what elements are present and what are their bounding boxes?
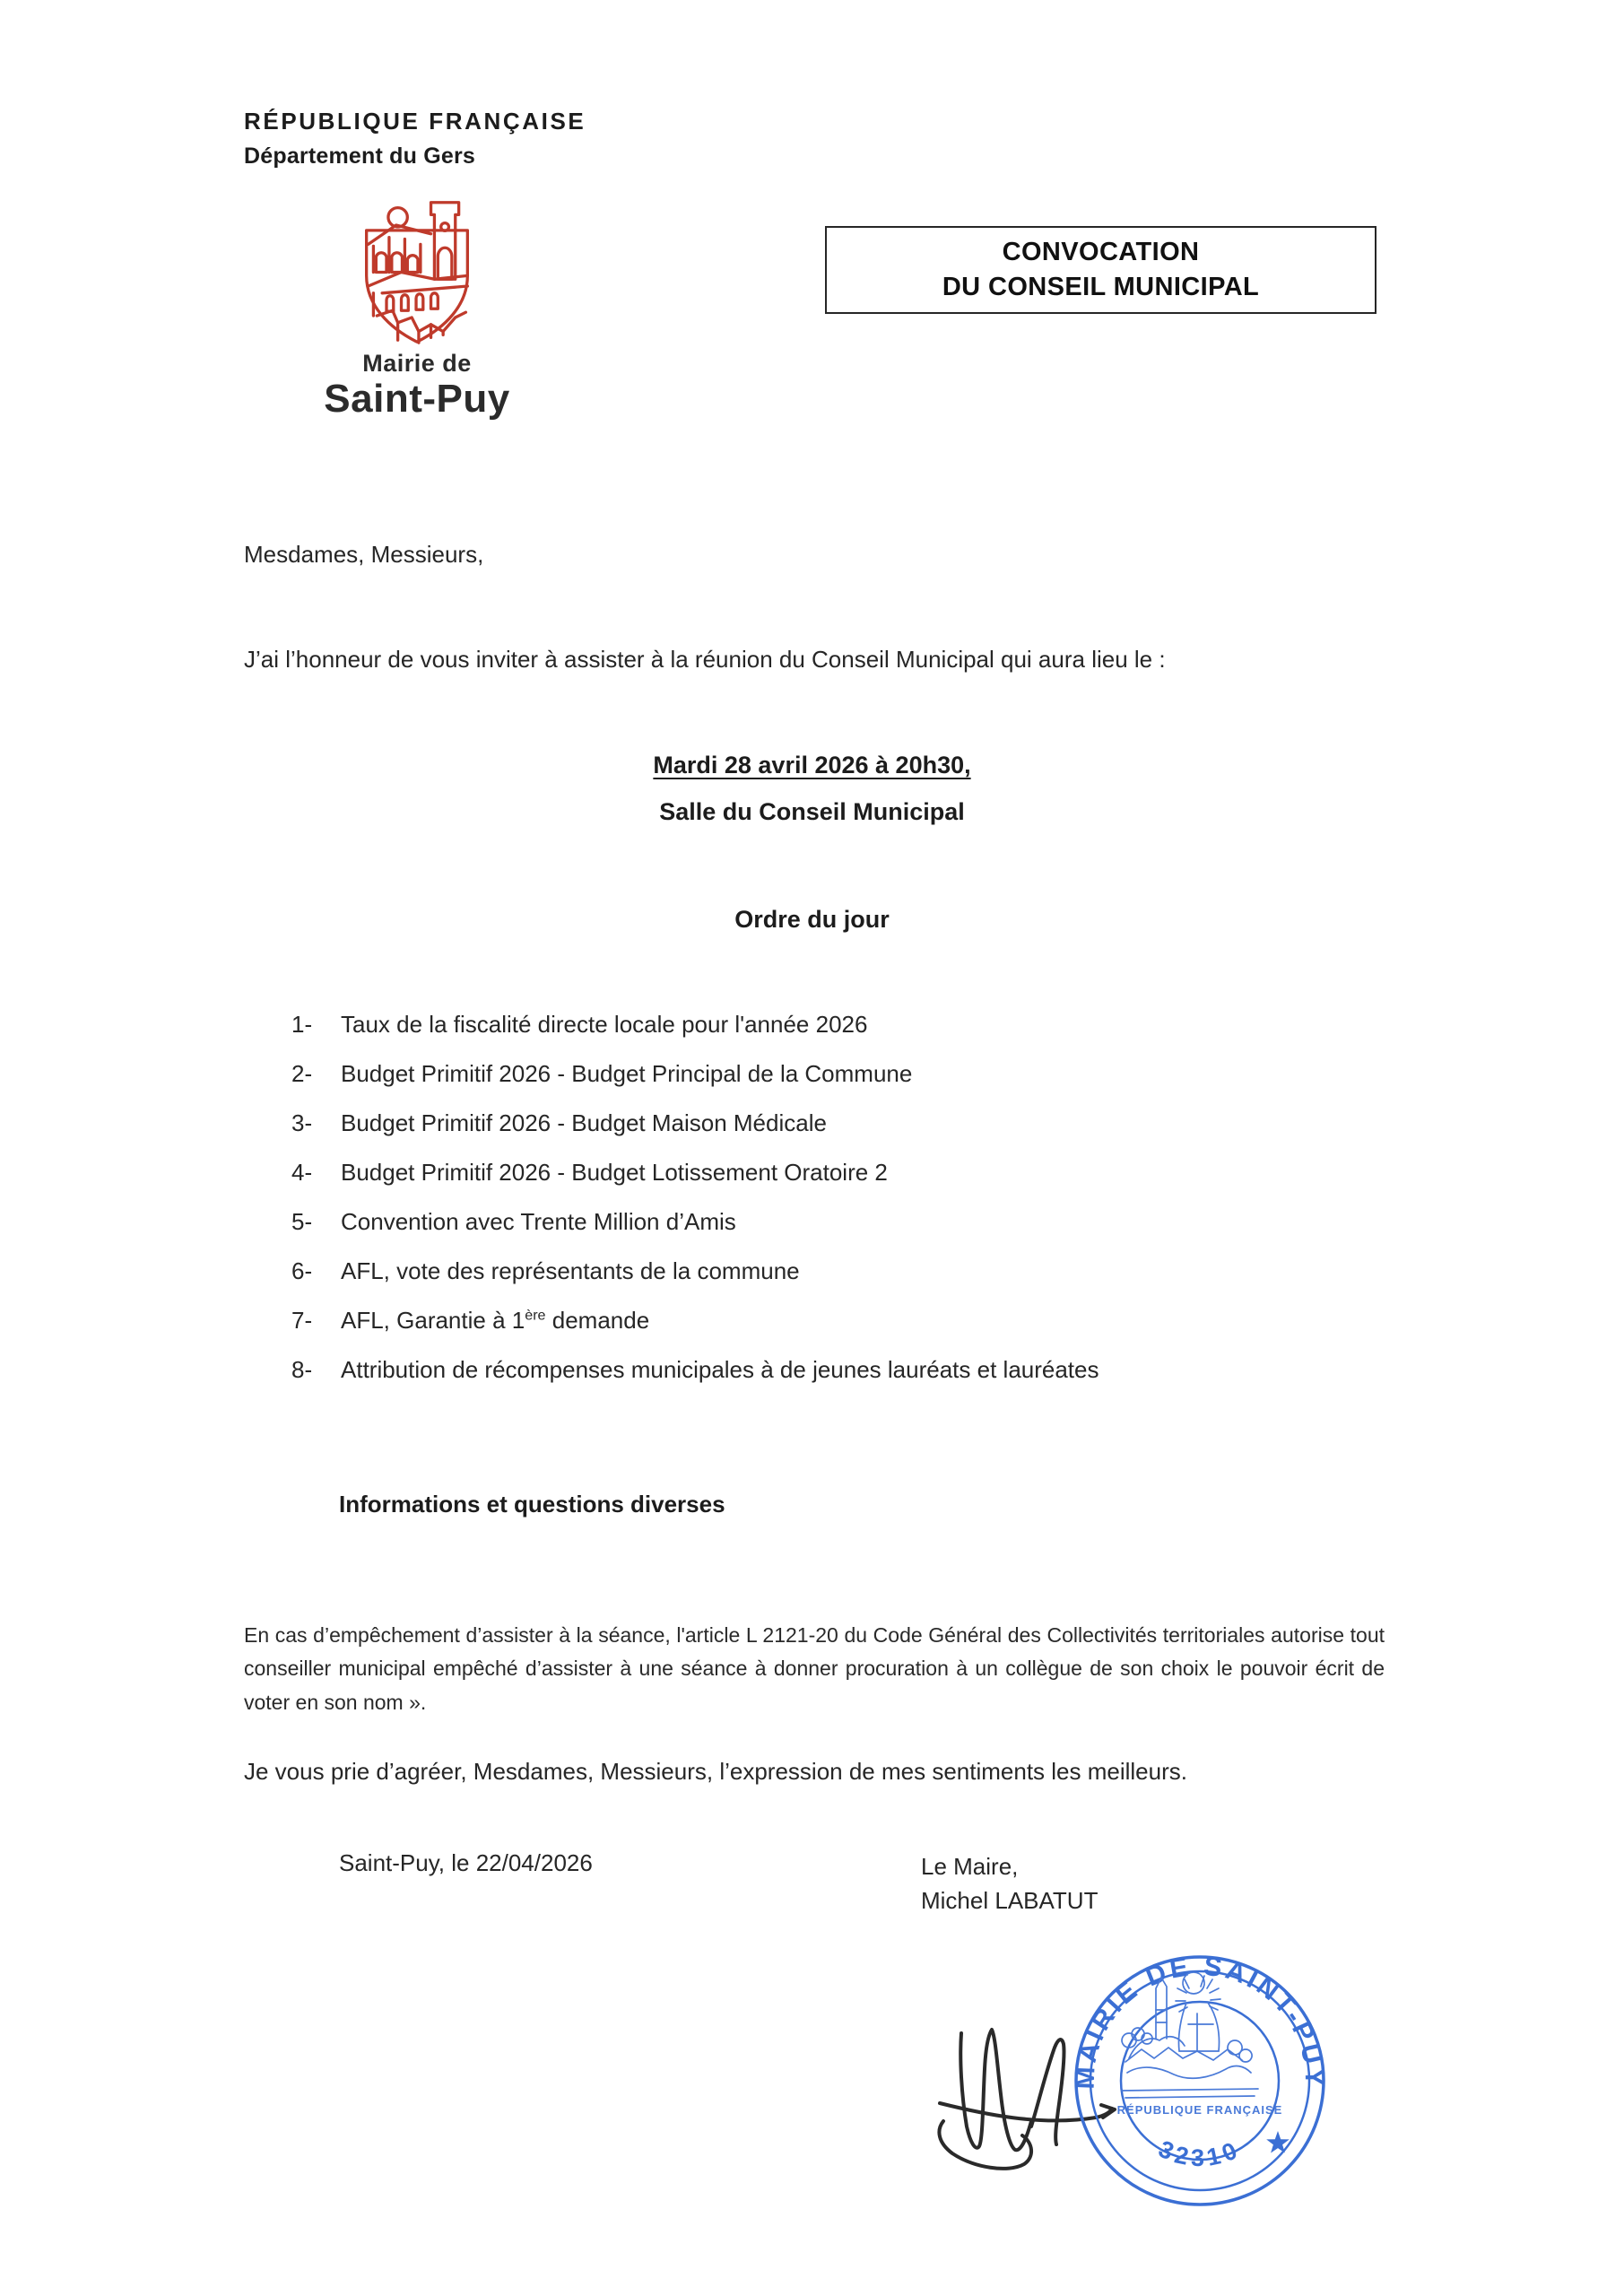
signature-role: Le Maire, bbox=[921, 1853, 1019, 1880]
agenda-item bbox=[291, 1011, 1412, 1060]
stamp-postal-code: 32310 bbox=[1154, 2135, 1246, 2171]
meeting-date-text: Mardi 28 avril 2026 à 20h30, bbox=[653, 752, 971, 778]
agenda-item-number: 8- bbox=[291, 1356, 313, 1383]
signature-name: Michel LABATUT bbox=[921, 1887, 1099, 1915]
convocation-title-line1: CONVOCATION bbox=[1002, 237, 1200, 266]
agenda-item-label: Attribution de récompenses municipales à de jeunes lauréats et lauréates bbox=[341, 1356, 1099, 1383]
agenda-item bbox=[291, 1257, 1412, 1307]
agenda-item-label: AFL, Garantie à 1ère demande bbox=[341, 1307, 650, 1334]
agenda-item bbox=[291, 1159, 1412, 1208]
stamp-star-icon bbox=[1266, 2131, 1290, 2153]
convocation-title-line2: DU CONSEIL MUNICIPAL bbox=[942, 273, 1260, 301]
agenda-item bbox=[291, 1356, 1412, 1405]
stamp-inner-text: RÉPUBLIQUE FRANÇAISE bbox=[1116, 2103, 1283, 2117]
agenda-item-number: 1- bbox=[291, 1011, 313, 1038]
republic-line: RÉPUBLIQUE FRANÇAISE bbox=[244, 108, 586, 135]
agenda-item-number: 2- bbox=[291, 1060, 313, 1087]
agenda-item-number: 6- bbox=[291, 1257, 313, 1284]
convocation-title-box bbox=[825, 226, 1376, 314]
mairie-logo bbox=[318, 196, 516, 420]
intro-paragraph: J’ai l’honneur de vous inviter à assister à la réunion du Conseil Municipal qui aura lieu le : bbox=[244, 646, 1166, 673]
agenda-item-number: 3- bbox=[291, 1109, 313, 1136]
signature-role-block bbox=[921, 1849, 1098, 1918]
stamp-outer-text: MAIRIE DE SAINT-PUY bbox=[1070, 1951, 1330, 2091]
closing-paragraph: Je vous prie d’agréer, Mesdames, Messieurs, l’expression de mes sentiments les meilleurs. bbox=[244, 1758, 1187, 1785]
meeting-date bbox=[0, 752, 1624, 779]
letterhead bbox=[244, 108, 800, 170]
meeting-place: Salle du Conseil Municipal bbox=[659, 798, 965, 825]
agenda-item-number: 4- bbox=[291, 1159, 313, 1186]
agenda-item bbox=[291, 1307, 1412, 1356]
agenda-item-label: Budget Primitif 2026 - Budget Principal de la Commune bbox=[341, 1060, 913, 1087]
agenda-item bbox=[291, 1060, 1412, 1109]
agenda-list bbox=[291, 1011, 1412, 1405]
agenda-heading: Ordre du jour bbox=[734, 906, 890, 933]
agenda-item-label: Budget Primitif 2026 - Budget Maison Médicale bbox=[341, 1109, 827, 1136]
legal-paragraph: En cas d’empêchement d’assister à la séance, l'article L 2121-20 du Code Général des Collectivités territoriales autorise tout conseiller municipal empêché d’assister à une séance à donner procuration à un collègue de son choix le pouvoir écrit de voter en son nom ». bbox=[244, 1623, 1385, 1714]
logo-line-mairie: Mairie de bbox=[362, 350, 472, 377]
agenda-item bbox=[291, 1109, 1412, 1159]
informations-heading: Informations et questions diverses bbox=[339, 1491, 725, 1518]
agenda-item-number: 7- bbox=[291, 1307, 313, 1334]
handwritten-signature bbox=[897, 1951, 1184, 2220]
department-line: Département du Gers bbox=[244, 144, 476, 169]
agenda-item-label: AFL, vote des représentants de la commune bbox=[341, 1257, 800, 1284]
agenda-item-label: Convention avec Trente Million d’Amis bbox=[341, 1208, 736, 1235]
agenda-item-label: Budget Primitif 2026 - Budget Lotissement Oratoire 2 bbox=[341, 1159, 888, 1186]
agenda-item-label: Taux de la fiscalité directe locale pour l'année 2026 bbox=[341, 1011, 868, 1038]
crest-icon bbox=[345, 196, 489, 348]
official-stamp bbox=[1043, 1924, 1357, 2238]
agenda-item-number: 5- bbox=[291, 1208, 313, 1235]
logo-line-saintpuy: Saint-Puy bbox=[324, 377, 510, 421]
agenda-item bbox=[291, 1208, 1412, 1257]
salutation: Mesdames, Messieurs, bbox=[244, 541, 484, 568]
signature-place-date: Saint-Puy, le 22/04/2026 bbox=[339, 1849, 593, 1876]
